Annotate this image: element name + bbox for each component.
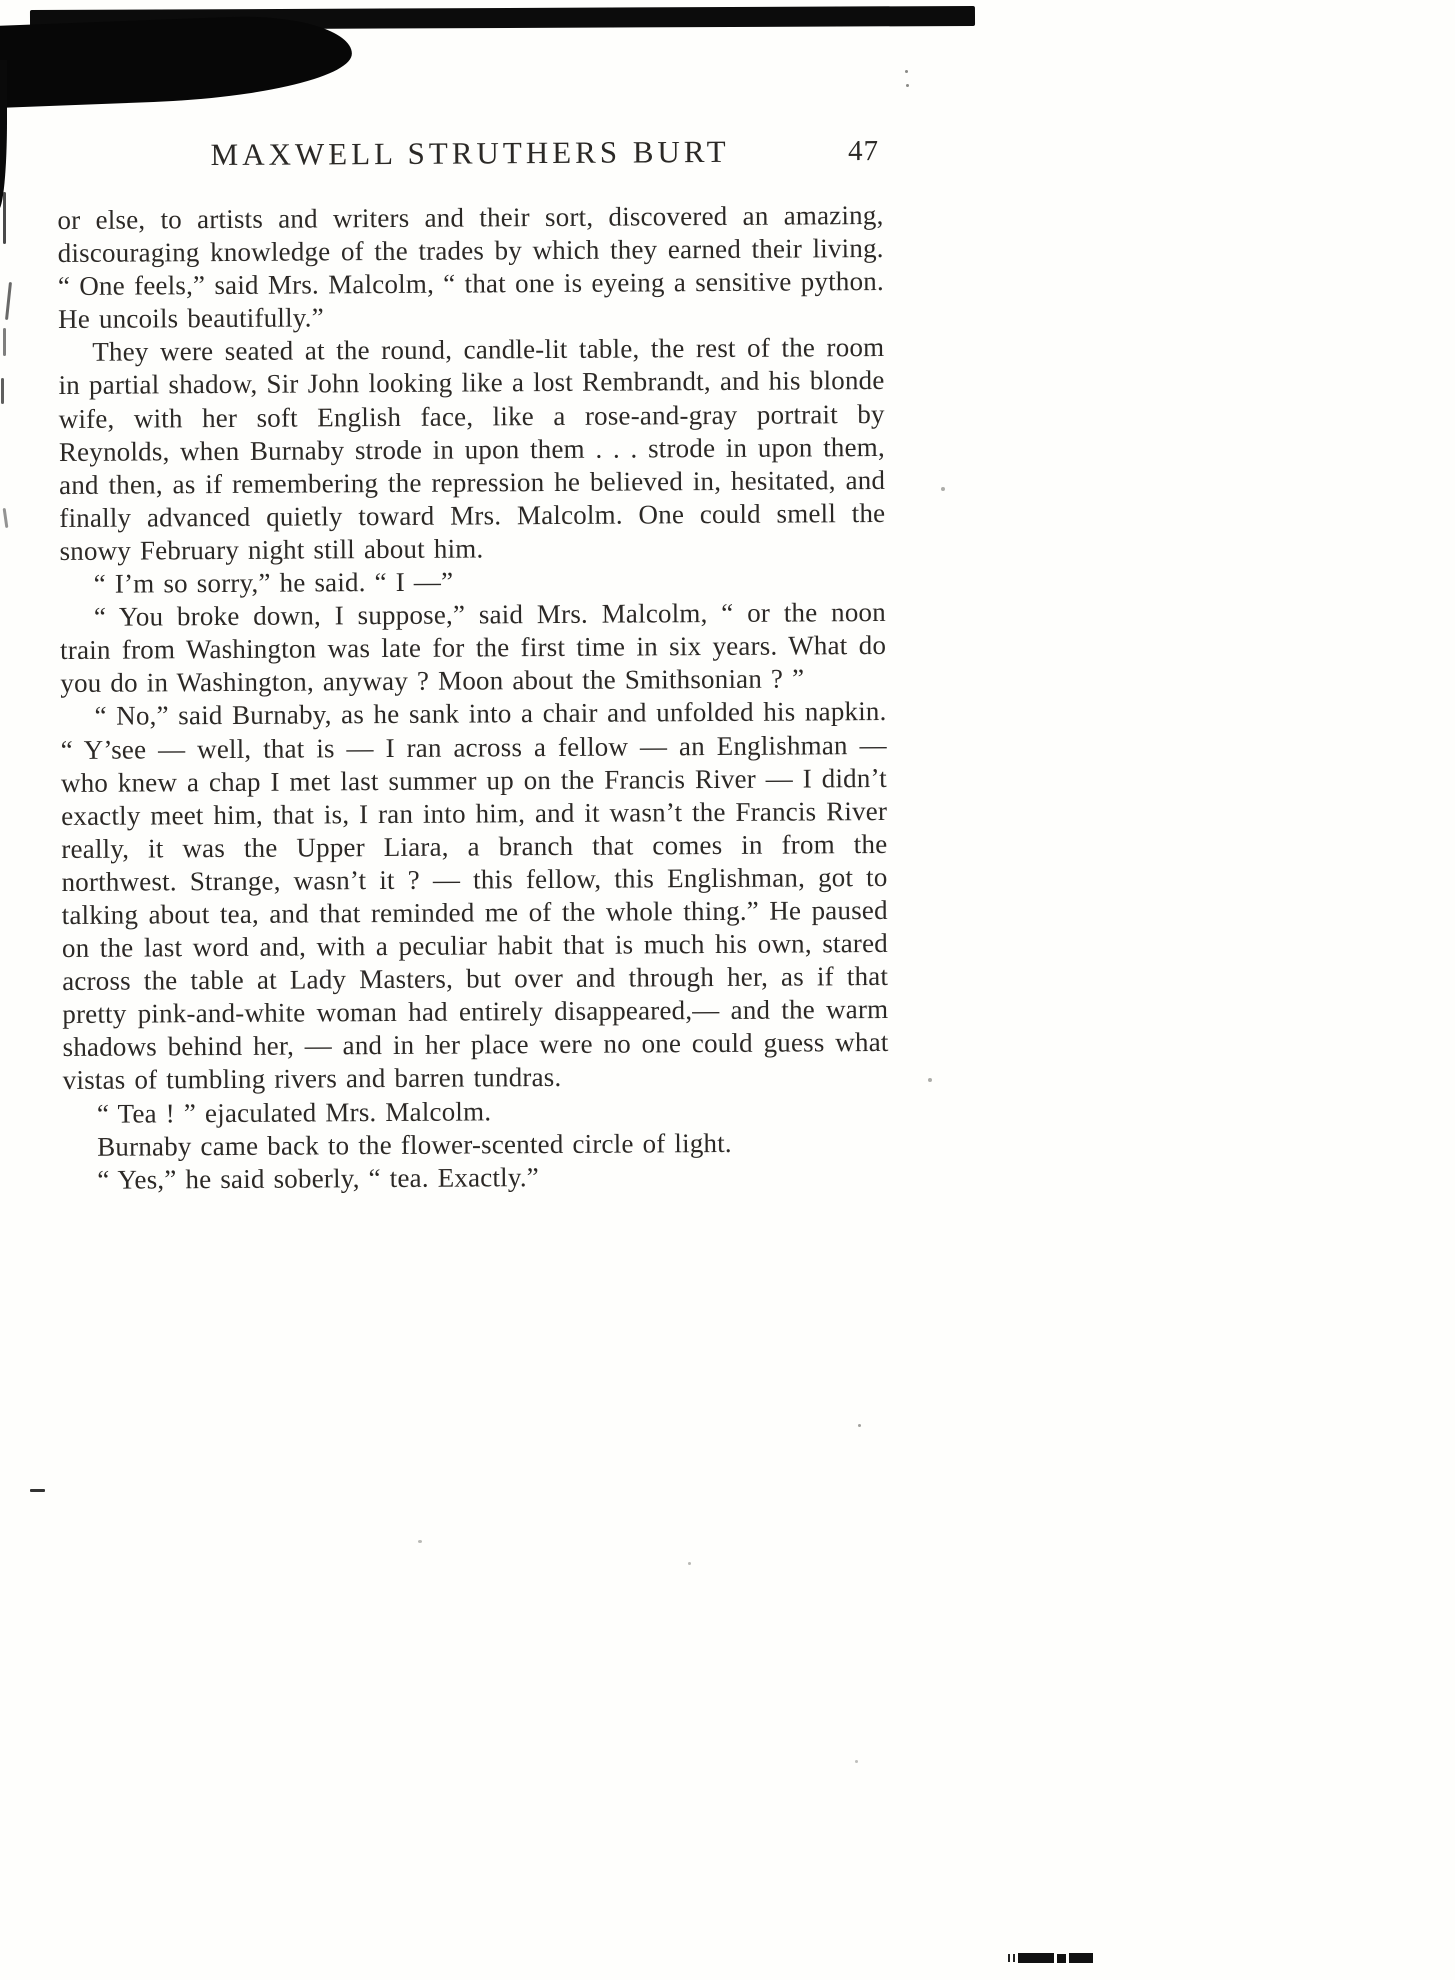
scan-speck: [941, 487, 945, 491]
scan-artifact-stamp-segment: [1018, 1953, 1054, 1963]
scan-speck: [905, 70, 908, 73]
paragraph: “ You broke down, I suppose,” said Mrs. Malcolm, “ or the noon train from Washington was late for the first time in six years. What do you do in Washington, anyway ? Moon about the Smithsonian ? ”: [60, 597, 887, 699]
scan-artifact-edge-mark: [3, 192, 6, 244]
scan-artifact-edge-mark: [1, 378, 4, 404]
scan-artifact-stamp-tick: [1008, 1954, 1010, 1962]
scan-artifact-edge-mark: [5, 282, 12, 320]
page-header: [57, 133, 883, 174]
scan-artifact-left-strip: [0, 60, 7, 210]
scan-artifact-edge-mark: [3, 328, 6, 356]
paragraph: They were seated at the round, candle-lit table, the rest of the room in partial shadow, Sir John looking like a lost Rembrandt, and his blonde wife, with her soft English face, like a rose-and-gray portrait by Reynolds, when Burnaby strode in upon them . . . strode in upon them, and then, as if remembering the repression he believed in, hesitated, and finally advanced quietly toward Mrs. Malcolm. One could smell the snowy February night still about him.: [58, 332, 886, 566]
paragraph: “ Yes,” he said soberly, “ tea. Exactly.”: [97, 1161, 540, 1195]
paragraph: “ Tea ! ” ejaculated Mrs. Malcolm.: [96, 1095, 492, 1129]
page-number: 47: [847, 134, 880, 168]
scan-artifact-dash: [30, 1489, 45, 1492]
scan-speck: [858, 1424, 861, 1427]
scan-speck: [418, 1540, 422, 1543]
scan-artifact-stamp-segment: [1069, 1953, 1093, 1963]
scan-speck: [906, 84, 909, 87]
paragraph: or else, to artists and writers and their sort, discovered an amazing, discouraging knowledge of the trades by which they earned their living. “ One feels,” said Mrs. Malcolm, “ that one is eyeing a sensitive python. He uncoils beautifully.”: [57, 199, 884, 335]
scan-speck: [855, 1760, 858, 1763]
paragraph: “ I’m so sorry,” he said. “ I —”: [93, 566, 454, 599]
page-content: [57, 133, 889, 1197]
scan-artifact-stamp-segment: [1057, 1954, 1066, 1963]
scan-artifact-stamp: [1008, 1953, 1093, 1963]
scan-artifact-page-curl: [0, 12, 353, 109]
paragraph: “ No,” said Burnaby, as he sank into a chair and unfolded his napkin. “ Y’see — well, that is — I ran across a fellow — an Englishman — who knew a chap I met last summer up on the Francis River — I didn’t exactly meet him, that is, I ran into him, and it wasn’t the Francis River really, it was the Upper Liara, a branch that comes in from the northwest. Strange, wasn’t it ? — this fellow, this Englishman, got to talking about tea, and that reminded me of the whole thing.” He paused on the last word and, with a peculiar habit that is much his own, stared across the table at Lady Masters, but over and through her, as if that pretty pink-and-white woman had entirely disappeared,— and the warm shadows behind her, — and in her place were no one could guess what vistas of tumbling rivers and barren tundras.: [60, 696, 889, 1096]
paragraph: Burnaby came back to the flower-scented circle of light.: [97, 1127, 732, 1162]
scan-artifact-edge-mark: [3, 508, 9, 528]
scan-speck: [928, 1078, 932, 1082]
scan-speck: [688, 1562, 691, 1565]
running-title: MAXWELL STRUTHERS BURT: [210, 133, 730, 173]
scan-artifact-stamp-tick: [1013, 1954, 1015, 1962]
